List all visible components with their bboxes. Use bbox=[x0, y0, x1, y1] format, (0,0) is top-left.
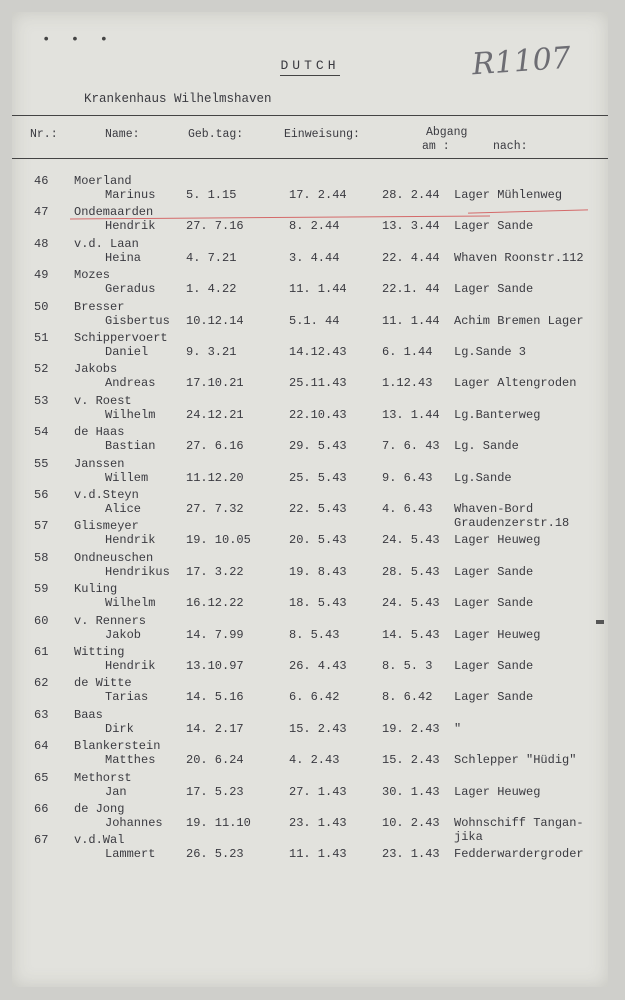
entry-last-name: de Witte bbox=[74, 676, 132, 691]
entry-admission-date: 17. 2.44 bbox=[289, 188, 347, 202]
entry-discharge-date: 24. 5.43 bbox=[382, 533, 440, 548]
entry-admission-date: 5.1. 44 bbox=[289, 313, 340, 328]
entry-first-name: Wilhelm bbox=[105, 407, 156, 422]
entry-number: 57 bbox=[34, 519, 49, 534]
list-item bbox=[12, 296, 608, 328]
entry-birth-date: 9. 3.21 bbox=[186, 345, 237, 359]
entry-last-name: Witting bbox=[74, 645, 125, 659]
entry-birth-date: 4. 7.21 bbox=[186, 250, 237, 265]
entry-birth-date: 17. 3.22 bbox=[186, 564, 244, 579]
entry-first-name: Daniel bbox=[105, 345, 149, 359]
entry-discharge-date: 8. 5. 3 bbox=[382, 659, 433, 673]
entry-birth-date: 19. 10.05 bbox=[186, 533, 251, 548]
entry-first-name: Jan bbox=[105, 784, 127, 799]
entry-last-name: Bresser bbox=[74, 299, 125, 314]
entry-destination: " bbox=[454, 721, 462, 736]
entry-number: 62 bbox=[34, 676, 49, 691]
entry-number: 64 bbox=[34, 739, 49, 754]
entry-discharge-date: 7. 6. 43 bbox=[382, 439, 440, 454]
list-item bbox=[12, 704, 608, 736]
entry-last-name: v.d. Laan bbox=[74, 236, 139, 251]
entry-number: 49 bbox=[34, 268, 49, 283]
entry-discharge-date: 28. 5.43 bbox=[382, 564, 440, 579]
list-item bbox=[12, 829, 608, 861]
entry-birth-date: 5. 1.15 bbox=[186, 188, 237, 202]
entry-admission-date: 22. 5.43 bbox=[289, 502, 347, 516]
entry-admission-date: 14.12.43 bbox=[289, 345, 347, 359]
entry-last-name: Janssen bbox=[74, 456, 125, 471]
entry-destination: Lager Altengroden bbox=[454, 376, 577, 391]
entry-destination: Lg. Sande bbox=[454, 439, 519, 454]
entry-last-name: Methorst bbox=[74, 770, 132, 785]
entry-destination-continued: jika bbox=[454, 830, 483, 844]
entry-birth-date: 14. 7.99 bbox=[186, 627, 244, 642]
entry-birth-date: 10.12.14 bbox=[186, 313, 244, 328]
entry-admission-date: 15. 2.43 bbox=[289, 721, 347, 736]
entry-first-name: Gisbertus bbox=[105, 313, 170, 328]
entry-first-name: Johannes bbox=[105, 816, 163, 830]
entry-first-name: Matthes bbox=[105, 753, 156, 768]
entry-discharge-date: 9. 6.43 bbox=[382, 470, 433, 485]
entry-number: 60 bbox=[34, 613, 49, 628]
hospital-name: Krankenhaus Wilhelmshaven bbox=[84, 92, 272, 106]
entry-last-name: Ondneuschen bbox=[74, 550, 154, 565]
entry-discharge-date: 15. 2.43 bbox=[382, 753, 440, 768]
entry-number: 48 bbox=[34, 236, 49, 251]
entry-last-name: de Jong bbox=[74, 802, 125, 816]
entry-birth-date: 27. 7.32 bbox=[186, 502, 244, 516]
entry-birth-date: 16.12.22 bbox=[186, 596, 244, 611]
entry-birth-date: 17.10.21 bbox=[186, 376, 244, 391]
list-item bbox=[12, 547, 608, 579]
entry-number: 55 bbox=[34, 456, 49, 471]
entry-birth-date: 20. 6.24 bbox=[186, 753, 244, 768]
entry-number: 53 bbox=[34, 393, 49, 408]
document-sheet bbox=[12, 12, 608, 987]
header-marks: • • • bbox=[42, 32, 115, 48]
entry-first-name: Heina bbox=[105, 250, 142, 265]
entry-discharge-date: 22. 4.44 bbox=[382, 250, 440, 265]
entry-number: 56 bbox=[34, 488, 49, 502]
entry-destination: Lager Heuweg bbox=[454, 627, 541, 642]
entry-first-name: Willem bbox=[105, 470, 149, 485]
entry-discharge-date: 30. 1.43 bbox=[382, 784, 440, 799]
entry-number: 54 bbox=[34, 425, 49, 440]
entry-destination: Lg.Banterweg bbox=[454, 407, 541, 422]
list-item bbox=[12, 672, 608, 704]
entry-discharge-date: 6. 1.44 bbox=[382, 345, 433, 359]
entry-destination: Schlepper "Hüdig" bbox=[454, 753, 577, 768]
entry-destination: Achim Bremen Lager bbox=[454, 313, 584, 328]
entry-admission-date: 20. 5.43 bbox=[289, 533, 347, 548]
entry-discharge-date: 23. 1.43 bbox=[382, 847, 440, 862]
list-item bbox=[12, 233, 608, 265]
entry-last-name: Mozes bbox=[74, 268, 111, 283]
col-header-nr: Nr.: bbox=[30, 128, 58, 141]
col-header-discharge: Abgang bbox=[426, 126, 468, 139]
entry-first-name: Jakob bbox=[105, 627, 142, 642]
list-item bbox=[12, 264, 608, 296]
entry-last-name: Glismeyer bbox=[74, 519, 139, 534]
entry-birth-date: 19. 11.10 bbox=[186, 816, 251, 830]
entry-first-name: Lammert bbox=[105, 847, 156, 862]
entry-admission-date: 27. 1.43 bbox=[289, 784, 347, 799]
entry-discharge-date: 13. 1.44 bbox=[382, 407, 440, 422]
entry-discharge-date: 22.1. 44 bbox=[382, 282, 440, 297]
list-item bbox=[12, 390, 608, 422]
entry-discharge-date: 19. 2.43 bbox=[382, 721, 440, 736]
entry-last-name: v. Roest bbox=[74, 393, 132, 408]
entry-number: 50 bbox=[34, 299, 49, 314]
entry-discharge-date: 14. 5.43 bbox=[382, 627, 440, 642]
entry-number: 58 bbox=[34, 550, 49, 565]
entry-number: 51 bbox=[34, 331, 49, 345]
entry-destination: Lager Sande bbox=[454, 564, 534, 579]
entry-discharge-date: 28. 2.44 bbox=[382, 188, 440, 202]
entry-discharge-date: 1.12.43 bbox=[382, 376, 433, 391]
entry-discharge-date: 4. 6.43 bbox=[382, 502, 433, 516]
entry-admission-date: 19. 8.43 bbox=[289, 564, 347, 579]
entry-last-name: Kuling bbox=[74, 582, 118, 597]
col-header-name: Name: bbox=[105, 128, 140, 141]
entry-first-name: Andreas bbox=[105, 376, 156, 391]
entry-destination: Whaven Roonstr.112 bbox=[454, 250, 584, 265]
entry-admission-date: 25. 5.43 bbox=[289, 470, 347, 485]
list-item bbox=[12, 327, 608, 359]
entry-last-name: Blankerstein bbox=[74, 739, 161, 754]
list-item bbox=[12, 170, 608, 202]
entry-admission-date: 18. 5.43 bbox=[289, 596, 347, 611]
entry-admission-date: 11. 1.43 bbox=[289, 847, 347, 862]
entry-number: 52 bbox=[34, 362, 49, 377]
entry-admission-date: 3. 4.44 bbox=[289, 250, 340, 265]
entry-destination-continued: Graudenzerstr.18 bbox=[454, 516, 570, 530]
entry-first-name: Hendrik bbox=[105, 659, 156, 673]
list-item bbox=[12, 735, 608, 767]
entry-birth-date: 1. 4.22 bbox=[186, 282, 237, 297]
entry-birth-date: 14. 5.16 bbox=[186, 690, 244, 705]
entry-destination: Wohnschiff Tangan- bbox=[454, 816, 584, 830]
col-header-birth: Geb.tag: bbox=[188, 128, 244, 141]
entry-destination: Lager Sande bbox=[454, 282, 534, 297]
entry-number: 66 bbox=[34, 802, 49, 816]
entry-birth-date: 13.10.97 bbox=[186, 659, 244, 673]
entry-destination: Lager Sande bbox=[454, 659, 534, 673]
header-bottom-rule bbox=[12, 158, 608, 159]
entry-number: 47 bbox=[34, 205, 49, 220]
list-item bbox=[12, 515, 608, 547]
handwritten-reference: R1107 bbox=[470, 40, 573, 83]
entry-first-name: Alice bbox=[105, 502, 142, 516]
title-text: DUTCH bbox=[280, 58, 339, 76]
entry-number: 65 bbox=[34, 770, 49, 785]
col-header-discharge-date: am : bbox=[422, 140, 450, 153]
entry-admission-date: 8. 2.44 bbox=[289, 219, 340, 234]
entry-admission-date: 22.10.43 bbox=[289, 407, 347, 422]
entry-destination: Lager Sande bbox=[454, 219, 534, 234]
entry-discharge-date: 10. 2.43 bbox=[382, 816, 440, 830]
list-item bbox=[12, 421, 608, 453]
entry-destination: Fedderwardergroder bbox=[454, 847, 584, 862]
entry-admission-date: 26. 4.43 bbox=[289, 659, 347, 673]
entry-last-name: Jakobs bbox=[74, 362, 118, 377]
entry-discharge-date: 8. 6.42 bbox=[382, 690, 433, 705]
entry-last-name: de Haas bbox=[74, 425, 125, 440]
entry-birth-date: 27. 7.16 bbox=[186, 219, 244, 234]
entry-birth-date: 26. 5.23 bbox=[186, 847, 244, 862]
entry-first-name: Dirk bbox=[105, 721, 134, 736]
entry-birth-date: 14. 2.17 bbox=[186, 721, 244, 736]
entry-destination: Lager Heuweg bbox=[454, 533, 541, 548]
list-item bbox=[12, 767, 608, 799]
entry-last-name: Ondemaarden bbox=[74, 205, 154, 220]
entry-destination: Lager Sande bbox=[454, 596, 534, 611]
edge-mark bbox=[596, 620, 604, 624]
entry-first-name: Tarias bbox=[105, 690, 149, 705]
list-item bbox=[12, 453, 608, 485]
entry-last-name: Baas bbox=[74, 707, 103, 722]
entry-number: 67 bbox=[34, 833, 49, 848]
entry-first-name: Geradus bbox=[105, 282, 156, 297]
entry-first-name: Bastian bbox=[105, 439, 156, 454]
entry-first-name: Marinus bbox=[105, 188, 156, 202]
entry-first-name: Hendrikus bbox=[105, 564, 170, 579]
entry-first-name: Wilhelm bbox=[105, 596, 156, 611]
entry-number: 63 bbox=[34, 707, 49, 722]
entry-number: 46 bbox=[34, 174, 49, 188]
list-item bbox=[12, 641, 608, 673]
entry-first-name: Hendrik bbox=[105, 533, 156, 548]
entry-last-name: Schippervoert bbox=[74, 331, 168, 345]
entry-first-name: Hendrik bbox=[105, 219, 156, 234]
entry-destination: Whaven-Bord bbox=[454, 502, 534, 516]
entry-discharge-date: 13. 3.44 bbox=[382, 219, 440, 234]
list-item bbox=[12, 358, 608, 390]
list-item bbox=[12, 578, 608, 610]
entry-birth-date: 24.12.21 bbox=[186, 407, 244, 422]
entry-destination: Lager Heuweg bbox=[454, 784, 541, 799]
entry-number: 59 bbox=[34, 582, 49, 597]
entry-admission-date: 8. 5.43 bbox=[289, 627, 340, 642]
entry-admission-date: 11. 1.44 bbox=[289, 282, 347, 297]
entry-admission-date: 4. 2.43 bbox=[289, 753, 340, 768]
entry-discharge-date: 24. 5.43 bbox=[382, 596, 440, 611]
entry-admission-date: 23. 1.43 bbox=[289, 816, 347, 830]
entry-birth-date: 27. 6.16 bbox=[186, 439, 244, 454]
list-item bbox=[12, 610, 608, 642]
entry-last-name: Moerland bbox=[74, 174, 132, 188]
entry-admission-date: 6. 6.42 bbox=[289, 690, 340, 705]
entry-destination: Lager Mühlenweg bbox=[454, 188, 563, 202]
entry-last-name: v.d.Steyn bbox=[74, 488, 139, 502]
entry-last-name: v.d.Wal bbox=[74, 833, 125, 848]
entry-destination: Lg.Sande 3 bbox=[454, 345, 527, 359]
entry-birth-date: 17. 5.23 bbox=[186, 784, 244, 799]
col-header-admission: Einweisung: bbox=[284, 128, 360, 141]
entry-admission-date: 29. 5.43 bbox=[289, 439, 347, 454]
entry-discharge-date: 11. 1.44 bbox=[382, 313, 440, 328]
entry-destination: Lager Sande bbox=[454, 690, 534, 705]
entry-last-name: v. Renners bbox=[74, 613, 147, 628]
entry-birth-date: 11.12.20 bbox=[186, 470, 244, 485]
entry-admission-date: 25.11.43 bbox=[289, 376, 347, 391]
header-top-rule bbox=[12, 115, 608, 116]
entry-number: 61 bbox=[34, 645, 49, 659]
col-header-destination: nach: bbox=[493, 140, 528, 153]
entry-destination: Lg.Sande bbox=[454, 470, 512, 485]
